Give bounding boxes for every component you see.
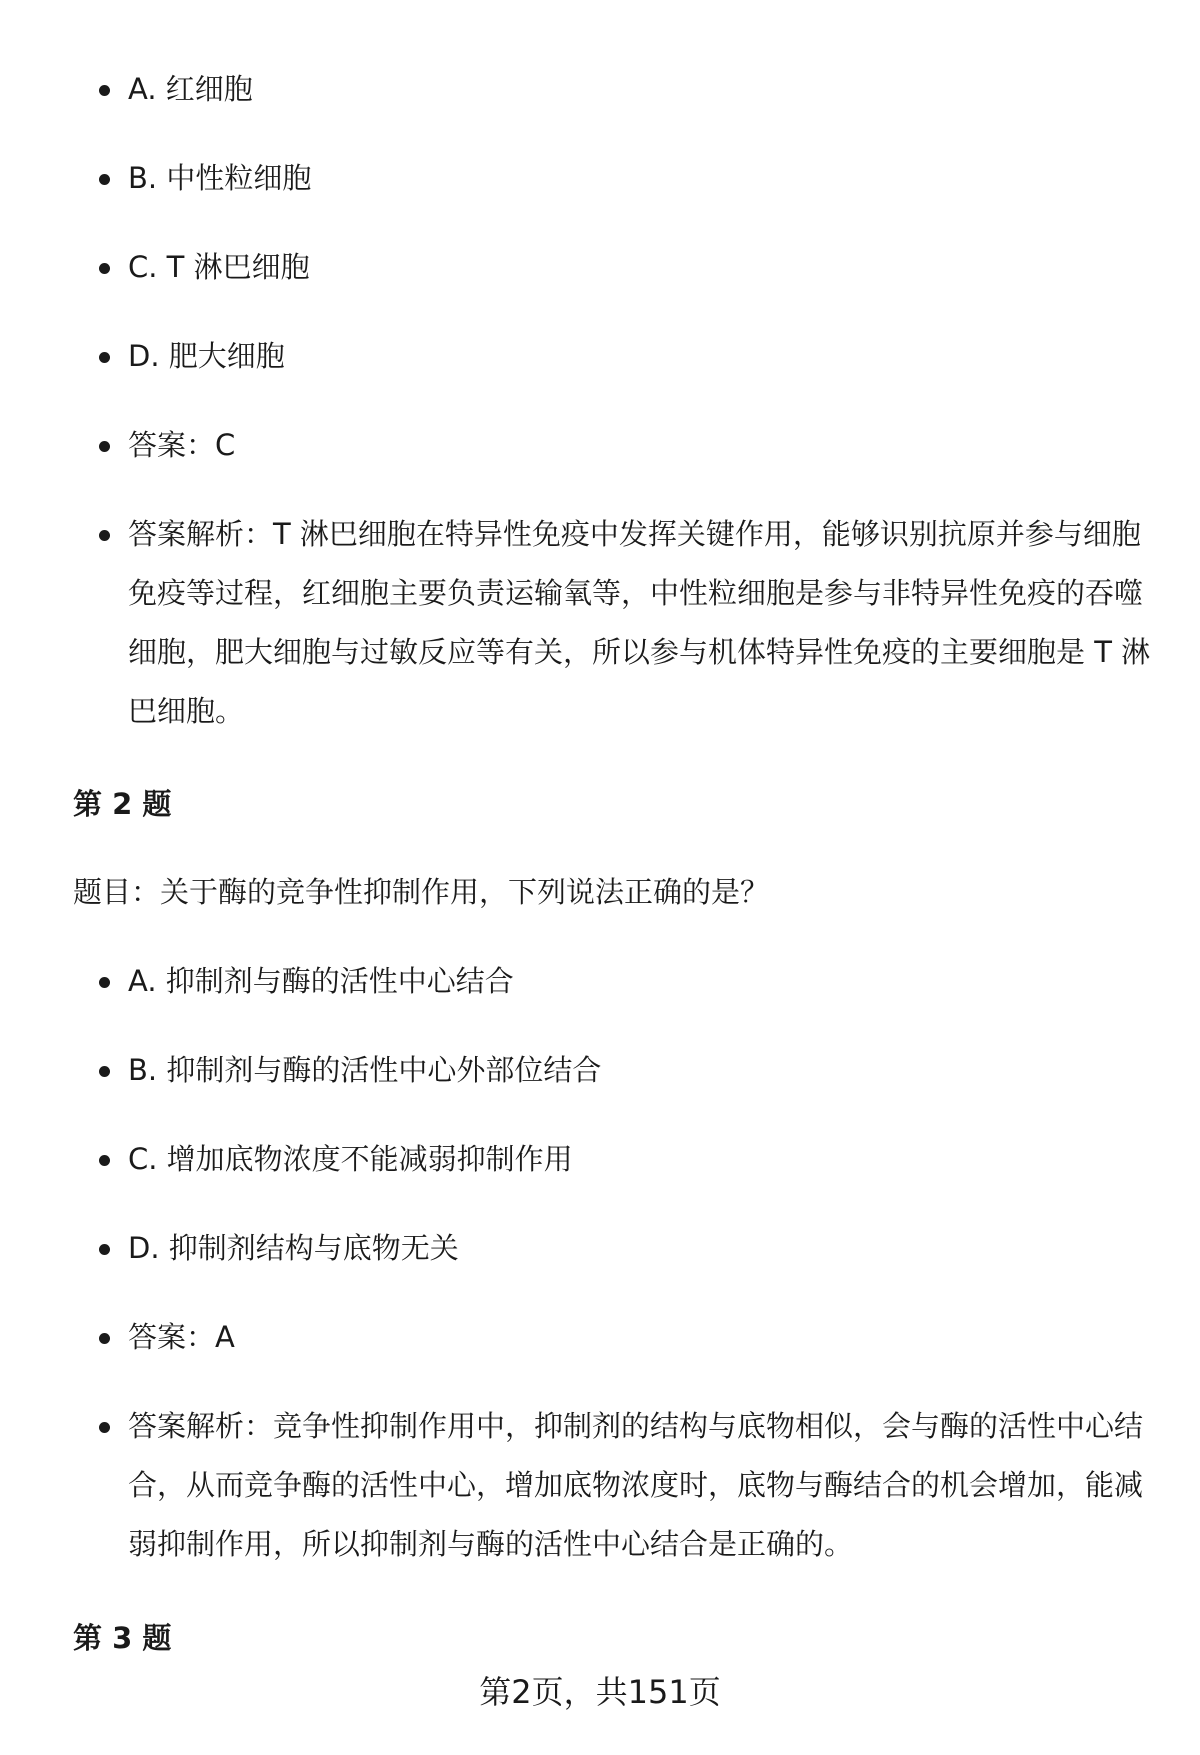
- q2-heading: 第 2 题: [73, 787, 172, 821]
- q2-option-list: [73, 952, 1153, 1604]
- q1-option-c: C. T 淋巴细胞: [73, 238, 1153, 297]
- q2-option-c: C. 增加底物浓度不能减弱抑制作用: [73, 1130, 1153, 1189]
- q2-option-b: B. 抑制剂与酶的活性中心外部位结合: [73, 1041, 1153, 1100]
- q2-option-d: D. 抑制剂结构与底物无关: [73, 1219, 1153, 1278]
- q1-option-b: B. 中性粒细胞: [73, 149, 1153, 208]
- q2-stem: 题目：关于酶的竞争性抑制作用，下列说法正确的是？: [73, 875, 770, 909]
- q2-answer: 答案：A: [73, 1308, 1153, 1367]
- q3-heading: 第 3 题: [73, 1621, 172, 1655]
- q2-explanation: 答案解析：竞争性抑制作用中，抑制剂的结构与底物相似，会与酶的活性中心结合，从而竞争酶的活性中心，增加底物浓度时，底物与酶结合的机会增加，能减弱抑制作用，所以抑制剂与酶的活性中心结合是正确的。: [73, 1397, 1153, 1574]
- q1-option-d: D. 肥大细胞: [73, 327, 1153, 386]
- q1-explanation: 答案解析：T 淋巴细胞在特异性免疫中发挥关键作用，能够识别抗原并参与细胞免疫等过程，红细胞主要负责运输氧等，中性粒细胞是参与非特异性免疫的吞噬细胞，肥大细胞与过敏反应等有关，所以参与机体特异性免疫的主要细胞是 T 淋巴细胞。: [73, 505, 1153, 741]
- q1-option-list: [73, 60, 1153, 771]
- q1-answer: 答案：C: [73, 416, 1153, 475]
- q1-option-a: A. 红细胞: [73, 60, 1153, 119]
- page-number-footer: 第2页，共151页: [479, 1673, 721, 1711]
- q2-option-a: A. 抑制剂与酶的活性中心结合: [73, 952, 1153, 1011]
